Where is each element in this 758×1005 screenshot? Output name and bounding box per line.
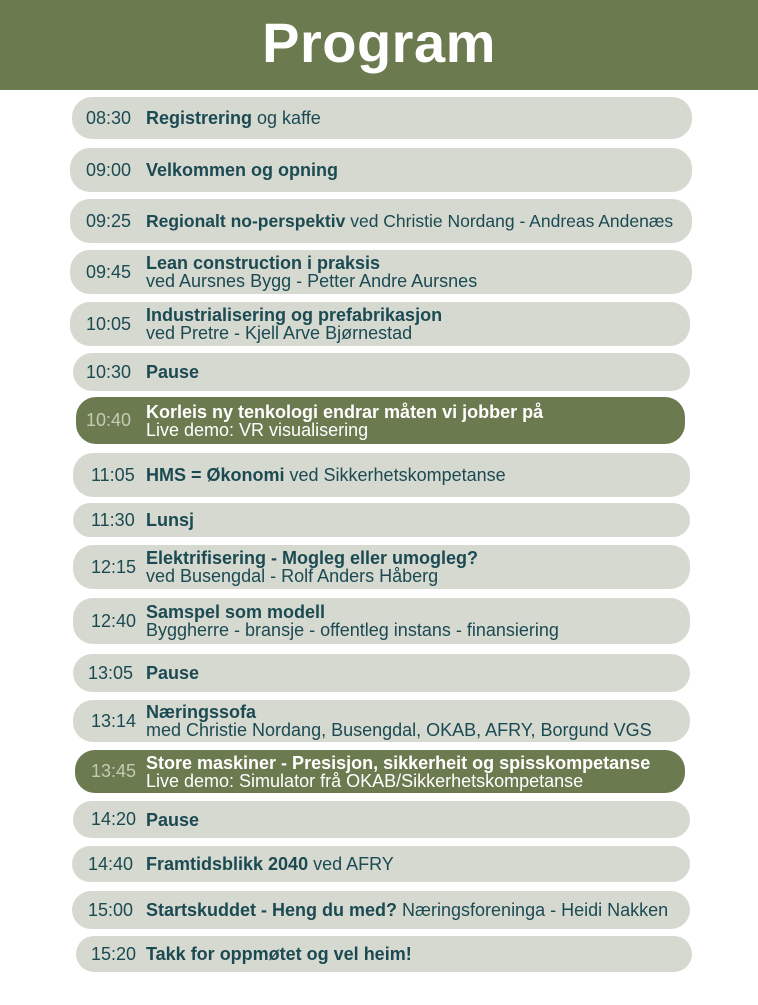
program-time: 15:20 [91, 944, 137, 964]
program-title: Pause [146, 810, 200, 830]
program-title: Store maskiner - Presisjon, sikkerheit og spisskompetanse [146, 753, 651, 773]
program-content [146, 403, 543, 439]
program-content [146, 754, 650, 790]
program-title: HMS = Økonomi [146, 465, 285, 485]
program-title: Pause [146, 362, 200, 382]
program-title: Næringssofa [146, 702, 257, 722]
program-time: 09:25 [86, 211, 132, 231]
program-detail: ved Sikkerhetskompetanse [284, 465, 506, 485]
program-time: 10:05 [86, 314, 132, 334]
program-item [76, 397, 685, 444]
program-title: Startskuddet - Heng du med? [146, 900, 398, 920]
program-item [70, 199, 692, 243]
program-subtitle: Live demo: Simulator frå OKAB/Sikkerhetskompetanse [146, 771, 584, 791]
program-content [146, 603, 559, 639]
program-time: 12:15 [91, 557, 137, 577]
program-item [73, 453, 690, 497]
program-item [72, 97, 692, 139]
program-title-line [146, 810, 199, 830]
program-content [146, 466, 506, 484]
program-title: Lunsj [146, 510, 194, 530]
program-title: Lean construction i praksis [146, 253, 381, 273]
header-banner [0, 0, 758, 90]
program-item [73, 801, 690, 838]
program-time: 08:30 [86, 108, 132, 128]
program-title-line [146, 253, 380, 273]
program-content [146, 363, 199, 381]
program-title: Korleis ny tenkologi endrar måten vi jobber på [146, 402, 544, 422]
program-title-line [146, 211, 673, 231]
program-content [146, 161, 338, 179]
program-content [146, 855, 394, 873]
program-title-line [146, 944, 412, 964]
program-subtitle: ved Busengdal - Rolf Anders Håberg [146, 566, 439, 586]
program-subtitle: med Christie Nordang, Busengdal, OKAB, AFRY, Borgund VGS [146, 720, 652, 740]
program-title: Takk for oppmøtet og vel heim! [146, 944, 412, 964]
program-title-line [146, 753, 650, 773]
program-time: 13:14 [91, 711, 137, 731]
program-time: 15:00 [88, 900, 134, 920]
program-title-line [146, 602, 325, 622]
program-title-line [146, 402, 543, 422]
program-title-line [146, 702, 256, 722]
program-subtitle: ved Pretre - Kjell Arve Bjørnestad [146, 323, 413, 343]
program-item [73, 353, 690, 391]
program-item [73, 700, 690, 742]
program-content [146, 703, 652, 739]
program-item [72, 891, 690, 929]
program-time: 10:40 [86, 410, 132, 430]
program-time: 13:45 [91, 761, 137, 781]
program-item [73, 503, 690, 537]
program-content [146, 549, 478, 585]
program-time: 09:45 [86, 262, 132, 282]
program-detail: Næringsforeninga - Heidi Nakken [397, 900, 669, 920]
program-time: 09:00 [86, 160, 132, 180]
program-time: 10:30 [86, 362, 132, 382]
program-content [146, 945, 412, 963]
program-title-line [146, 362, 199, 382]
program-item [76, 936, 692, 972]
program-subtitle: Live demo: VR visualisering [146, 420, 369, 440]
program-content [146, 511, 194, 529]
program-content [146, 811, 199, 829]
program-subtitle: Byggherre - bransje - offentleg instans - finansiering [146, 620, 559, 640]
program-item [70, 302, 690, 346]
program-time: 13:05 [88, 663, 134, 683]
program-time: 11:30 [91, 510, 135, 530]
program-item [70, 148, 692, 192]
program-content [146, 306, 442, 342]
program-title: Framtidsblikk 2040 [146, 854, 309, 874]
program-content [146, 254, 477, 290]
program-detail: ved AFRY [308, 854, 394, 874]
program-title-line [146, 160, 338, 180]
program-item [72, 846, 690, 882]
program-time: 12:40 [91, 611, 137, 631]
program-content [146, 901, 668, 919]
program-title: Regionalt no-perspektiv [146, 211, 346, 231]
program-item [73, 654, 690, 692]
program-title-line [146, 663, 199, 683]
program-item [75, 750, 685, 793]
program-subtitle: ved Aursnes Bygg - Petter Andre Aursnes [146, 271, 478, 291]
program-title: Industrialisering og prefabrikasjon [146, 305, 443, 325]
program-content [146, 212, 673, 230]
program-title-line [146, 108, 321, 128]
program-title-line [146, 854, 394, 874]
program-time: 14:40 [88, 854, 134, 874]
page-title: Program [262, 11, 496, 74]
program-item [70, 250, 692, 294]
program-title: Elektrifisering - Mogleg eller umogleg? [146, 548, 479, 568]
program-item [73, 598, 690, 644]
program-title-line [146, 548, 478, 568]
program-title-line [146, 305, 442, 325]
program-title-line [146, 900, 668, 920]
program-item [73, 545, 690, 589]
program-content [146, 109, 321, 127]
program-content [146, 664, 199, 682]
program-time: 14:20 [91, 809, 137, 829]
program-title-line [146, 465, 506, 485]
program-detail: ved Christie Nordang - Andreas Andenæs [345, 211, 674, 231]
program-title-line [146, 510, 194, 530]
program-title: Registrering [146, 108, 253, 128]
program-time: 11:05 [91, 465, 135, 485]
program-title: Velkommen og opning [146, 160, 339, 180]
program-title: Pause [146, 663, 200, 683]
program-title: Samspel som modell [146, 602, 326, 622]
program-detail: og kaffe [252, 108, 321, 128]
